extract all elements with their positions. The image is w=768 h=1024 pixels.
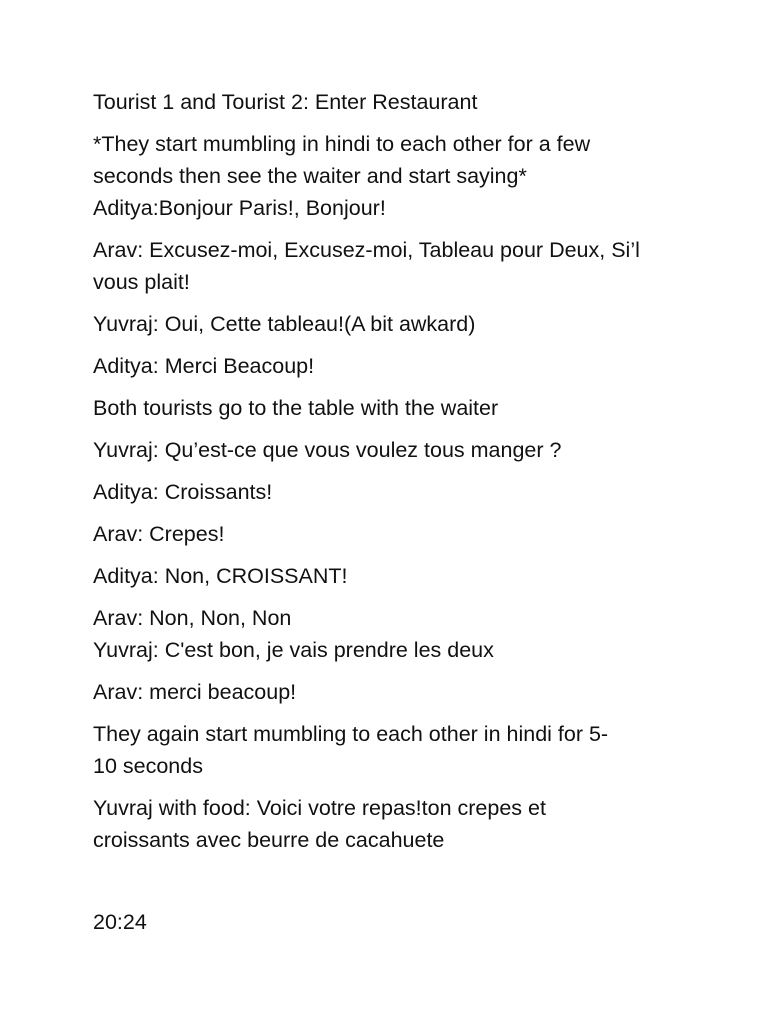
script-line: vous plait! <box>93 270 190 294</box>
script-line: Arav: Non, Non, Non <box>93 606 292 630</box>
script-line: Aditya: Merci Beacoup! <box>93 354 315 378</box>
script-line: Arav: Crepes! <box>93 522 225 546</box>
script-paragraph <box>93 518 693 550</box>
script-line: Yuvraj with food: Voici votre repas!ton crepes et <box>93 796 546 820</box>
script-paragraph <box>93 434 693 466</box>
script-paragraph <box>93 676 693 708</box>
script-line: croissants avec beurre de cacahuete <box>93 828 445 852</box>
script-paragraph <box>93 86 693 118</box>
timestamp: 20:24 <box>93 910 147 934</box>
script-paragraph <box>93 602 693 666</box>
script-paragraph <box>93 718 693 782</box>
script-line: Aditya:Bonjour Paris!, Bonjour! <box>93 196 386 220</box>
script-line: Tourist 1 and Tourist 2: Enter Restaurant <box>93 90 478 114</box>
script-paragraph <box>93 350 693 382</box>
script-paragraph <box>93 234 693 298</box>
script-line: *They start mumbling in hindi to each other for a few <box>93 132 591 156</box>
script-paragraph <box>93 128 693 224</box>
script-body <box>93 86 693 866</box>
script-line: Arav: Excusez-moi, Excusez-moi, Tableau pour Deux, Si’l <box>93 238 640 262</box>
script-paragraph <box>93 392 693 424</box>
script-line: They again start mumbling to each other in hindi for 5- <box>93 722 609 746</box>
script-paragraph <box>93 308 693 340</box>
script-line: seconds then see the waiter and start saying* <box>93 164 527 188</box>
script-line: Aditya: Croissants! <box>93 480 273 504</box>
script-paragraph <box>93 792 693 856</box>
script-paragraph <box>93 476 693 508</box>
script-line: Aditya: Non, CROISSANT! <box>93 564 348 588</box>
script-line: Arav: merci beacoup! <box>93 680 297 704</box>
script-line: Yuvraj: Qu’est-ce que vous voulez tous manger ? <box>93 438 562 462</box>
script-line: 10 seconds <box>93 754 203 778</box>
script-paragraph <box>93 560 693 592</box>
script-line: Yuvraj: C'est bon, je vais prendre les deux <box>93 638 494 662</box>
script-line: Both tourists go to the table with the waiter <box>93 396 499 420</box>
script-line: Yuvraj: Oui, Cette tableau!(A bit awkard) <box>93 312 476 336</box>
